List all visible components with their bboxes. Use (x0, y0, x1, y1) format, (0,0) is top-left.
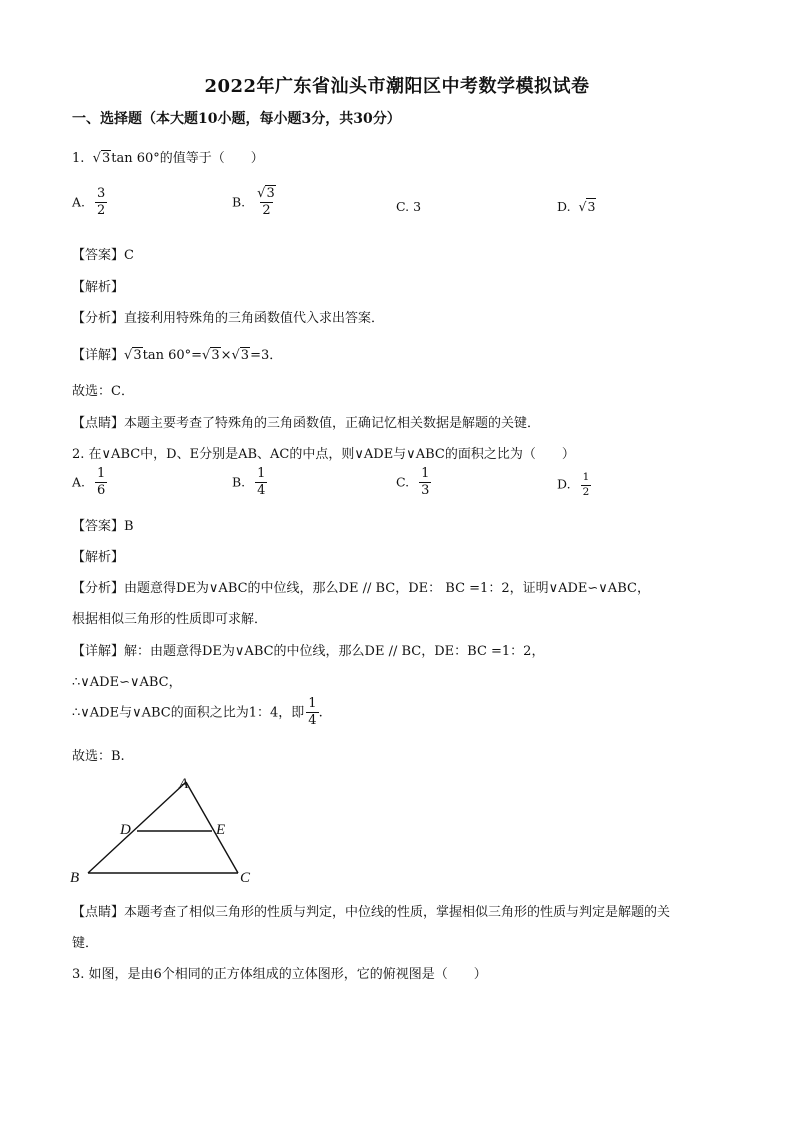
q1-dianjing: 【点睛】本题主要考查了特殊角的三角函数值，正确记忆相关数据是解题的关键． (72, 416, 541, 431)
q1-answer: 【答案】C (72, 248, 134, 263)
q1-number: 1. (72, 151, 85, 166)
label-e: E (216, 822, 226, 838)
q2-detail-line2: ∴∨ADE∽∨ABC， (72, 675, 182, 690)
q1-option-b: B. $\frac{√3}{2}$ (232, 186, 275, 219)
triangle-figure (66, 770, 266, 890)
q1-stem (72, 147, 264, 166)
q1-option-a: A. $\frac{3}{2}$ (72, 186, 106, 219)
section-heading: 一、选择题（本大题10小题，每小题3分，共30分） (72, 111, 401, 127)
label-a: A (179, 776, 189, 792)
q1-fenxi: 【分析】直接利用特殊角的三角函数值代入求出答案． (72, 311, 385, 326)
q2-dianjing-line1: 【点睛】本题考查了相似三角形的性质与判定，中位线的性质，掌握相似三角形的性质与判定是解题的关 (72, 905, 671, 920)
q2-choose: 故选：B. (72, 749, 125, 764)
q1-suffix: 的值等于（ ） (159, 151, 264, 166)
side-ab (88, 782, 186, 873)
q2-fenxi-line2: 根据相似三角形的性质即可求解． (72, 612, 268, 627)
q2-option-d: D. $\frac{1}{2}$ (557, 471, 590, 498)
q2-fenxi-line1: 【分析】由题意得DE为∨ABC的中位线，那么DE // BC，DE： BC =1：2，证明∨ADE∽∨ABC， (72, 581, 650, 596)
q2-option-c: C. $\frac{1}{3}$ (396, 466, 430, 499)
q1-sqrt: √3 (92, 151, 111, 166)
side-ac (186, 782, 238, 873)
q2-analysis-label: 【解析】 (72, 550, 125, 565)
q1-choose: 故选：C． (72, 384, 134, 399)
q1-detail: 【详解】√3tan 60°=√3×√3=3． (72, 348, 283, 363)
label-d: D (120, 822, 131, 838)
q2-detail-line1: 【详解】解：由题意得DE为∨ABC的中位线，那么DE // BC，DE：BC =1：2， (72, 644, 545, 659)
q2-option-a: A. $\frac{1}{6}$ (72, 466, 106, 499)
label-b: B (70, 870, 80, 886)
q1-option-c: C. 3 (396, 199, 422, 214)
q2-detail-line3: ∴∨ADE与∨ABC的面积之比为1：4，即 $\frac{1}{4}$ . (72, 696, 323, 729)
q1-expr-tan: tan 60° (111, 151, 160, 166)
q3-stem: 3. 如图，是由6个相同的正方体组成的立体图形，它的俯视图是（ ） (72, 967, 487, 982)
q2-dianjing-line2: 键． (72, 936, 99, 951)
page-title: 2022年广东省汕头市潮阳区中考数学模拟试卷 (204, 76, 590, 97)
q2-stem: 2. 在∨ABC中，D、E分别是AB、AC的中点，则∨ADE与∨ABC的面积之比为（ ） (72, 447, 575, 462)
q1-analysis-label: 【解析】 (72, 280, 125, 295)
q2-answer: 【答案】B (72, 519, 134, 534)
label-c: C (240, 870, 251, 886)
q2-option-b: B. $\frac{1}{4}$ (232, 466, 266, 499)
q1-option-d: D. √3 (557, 199, 596, 214)
